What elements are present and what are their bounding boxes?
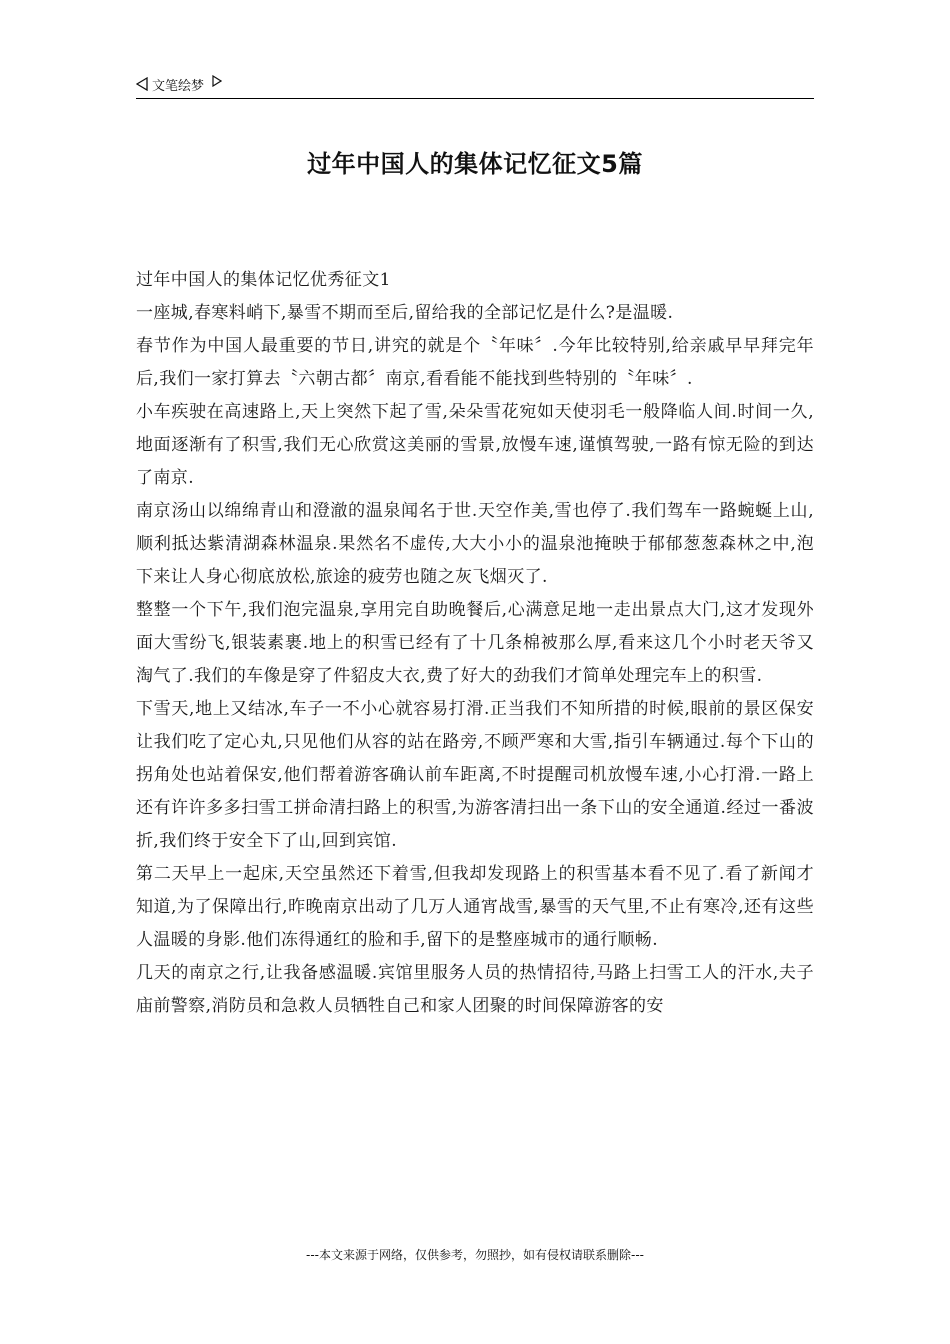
- brand: [136, 74, 222, 94]
- paragraph: 南京汤山以绵绵青山和澄澈的温泉闻名于世.天空作美,雪也停了.我们驾车一路蜿蜒上山,顺利抵达紫清湖森林温泉.果然名不虚传,大大小小的温泉池掩映于郁郁葱葱森林之中,泡下来让人身心彻底放松,旅途的疲劳也随之灰飞烟灭了.: [136, 501, 814, 587]
- paragraph: 几天的南京之行,让我备感温暖.宾馆里服务人员的热情招待,马路上扫雪工人的汗水,夫子庙前警察,消防员和急救人员牺牲自己和家人团聚的时间保障游客的安: [136, 963, 814, 1016]
- triangle-right-icon: [212, 75, 222, 87]
- page-header: [136, 74, 814, 99]
- page-title: 过年中国人的集体记忆征文5篇: [307, 150, 643, 178]
- article-subtitle: 过年中国人的集体记忆优秀征文1: [136, 270, 391, 290]
- paragraph: 第二天早上一起床,天空虽然还下着雪,但我却发现路上的积雪基本看不见了.看了新闻才知道,为了保障出行,昨晚南京出动了几万人通宵战雪,暴雪的天气里,不止有寒冷,还有这些人温暖的身影.他们冻得通红的脸和手,留下的是整座城市的通行顺畅.: [136, 864, 814, 950]
- brand-label: 文笔绘梦: [152, 78, 205, 94]
- paragraph: 整整一个下午,我们泡完温泉,享用完自助晚餐后,心满意足地一走出景点大门,这才发现外面大雪纷飞,银装素裹.地上的积雪已经有了十几条棉被那么厚,看来这几个小时老天爷又淘气了.我们的车像是穿了件貂皮大衣,费了好大的劲我们才简单处理完车上的积雪.: [136, 600, 814, 686]
- page-footer: ---本文来源于网络，仅供参考，勿照抄，如有侵权请联系删除---: [306, 1248, 644, 1262]
- triangle-left-icon: [136, 77, 148, 91]
- paragraph: 下雪天,地上又结冰,车子一不小心就容易打滑.正当我们不知所措的时候,眼前的景区保安让我们吃了定心丸,只见他们从容的站在路旁,不顾严寒和大雪,指引车辆通过.每个下山的拐角处也站着保安,他们帮着游客确认前车距离,不时提醒司机放慢车速,小心打滑.一路上还有许许多多扫雪工拼命清扫路上的积雪,为游客清扫出一条下山的安全通道.经过一番波折,我们终于安全下了山,回到宾馆.: [136, 699, 814, 851]
- paragraph: 一座城,春寒料峭下,暴雪不期而至后,留给我的全部记忆是什么?是温暖.: [136, 303, 674, 323]
- article-body: [136, 264, 814, 1023]
- paragraph: 春节作为中国人最重要的节日,讲究的就是个〝年味〞.今年比较特别,给亲戚早早拜完年后,我们一家打算去〝六朝古都〞南京,看看能不能找到些特别的〝年味〞.: [136, 336, 814, 389]
- paragraph: 小车疾驶在高速路上,天上突然下起了雪,朵朵雪花宛如天使羽毛一般降临人间.时间一久,地面逐渐有了积雪,我们无心欣赏这美丽的雪景,放慢车速,谨慎驾驶,一路有惊无险的到达了南京.: [136, 402, 814, 488]
